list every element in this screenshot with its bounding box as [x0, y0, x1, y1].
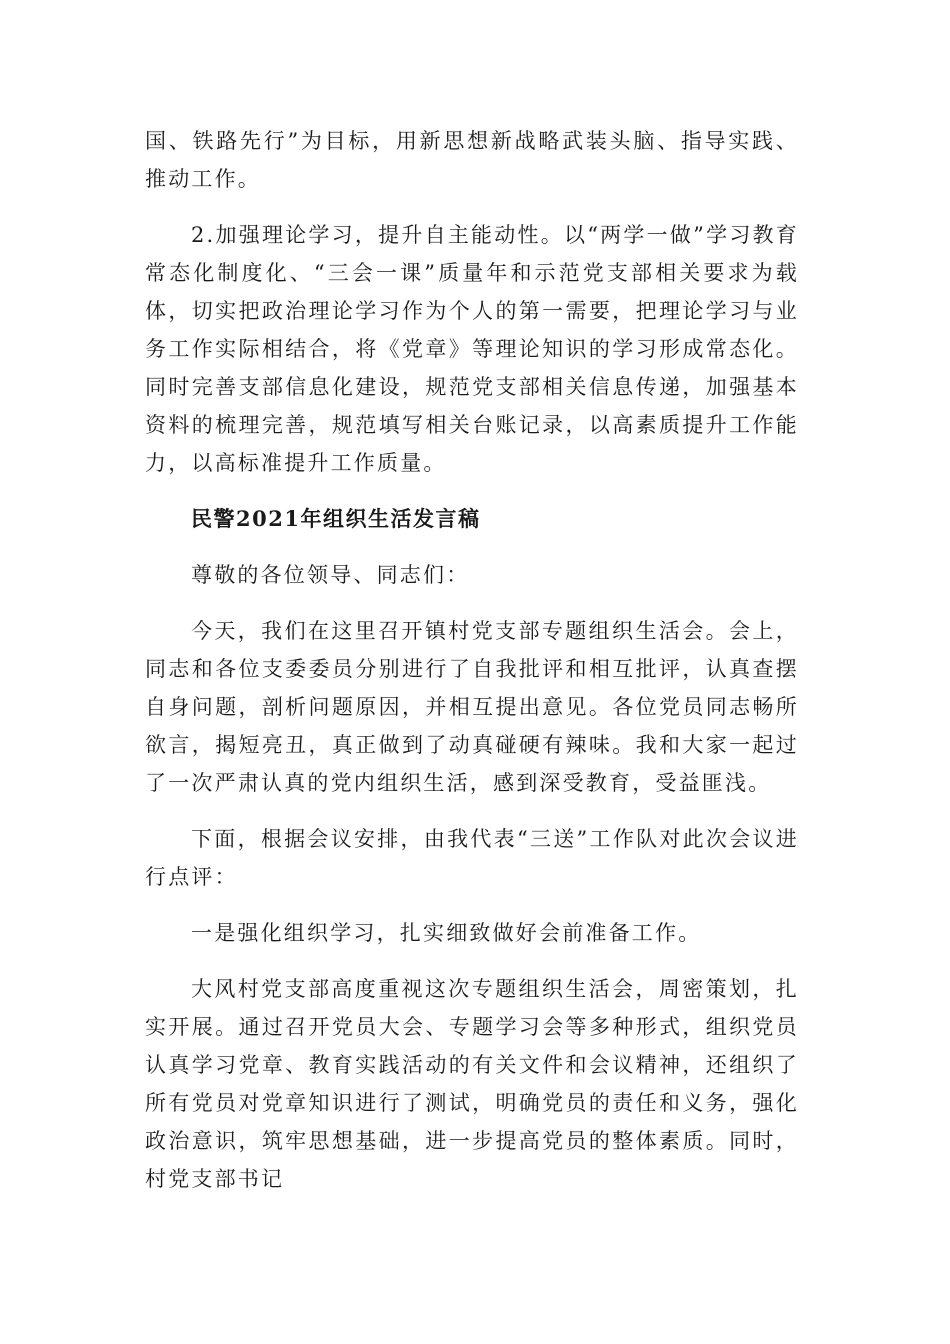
paragraph-review-intro: 下面，根据会议安排，由我代表“三送”工作队对此次会议进行点评： [145, 827, 799, 889]
paragraph-theory-study: 2.加强理论学习，提升自主能动性。以“两学一做”学习教育常态化制度化、“三会一课”质量年和示范党支部相关要求为载体，切实把政治理论学习作为个人的第一需要，把理论学习与业务工作实际相结合，将《党章》等理论知识的学习形成常态化。同时完善支部信息化建设，规范党支部相关信息传递，加强基本资料的梳理完善，规范填写相关台账记录，以高素质提升工作能力，以高标准提升工作质量。 [145, 223, 799, 475]
point-one-title: 一是强化组织学习，扎实细致做好会前准备工作。 [191, 921, 702, 945]
document-body [145, 122, 799, 1216]
section-heading: 民警2021年组织生活发言稿 [191, 506, 481, 531]
salutation: 尊敬的各位领导、同志们： [191, 563, 470, 587]
paragraph-point-one: 大风村党支部高度重视这次专题组织生活会，周密策划，扎实开展。通过召开党员大会、专题学习会等多种形式，组织党员认真学习党章、教育实践活动的有关文件和会议精神，还组织了所有党员对党章知识进行了测试，明确党员的责任和义务，强化政治意识，筑牢思想基础，进一步提高党员的整体素质。同时，村党支部书记 [145, 977, 799, 1191]
paragraph-continued: 国、铁路先行”为目标，用新思想新战略武装头脑、指导实践、推动工作。 [145, 129, 799, 191]
paragraph-meeting-intro: 今天，我们在这里召开镇村党支部专题组织生活会。会上，同志和各位支委委员分别进行了自我批评和相互批评，认真查摆自身问题，剖析问题原因，并相互提出意见。各位党员同志畅所欲言，揭短亮丑，真正做到了动真碰硬有辣味。我和大家一起过了一次严肃认真的党内组织生活，感到深受教育，受益匪浅。 [145, 619, 799, 795]
